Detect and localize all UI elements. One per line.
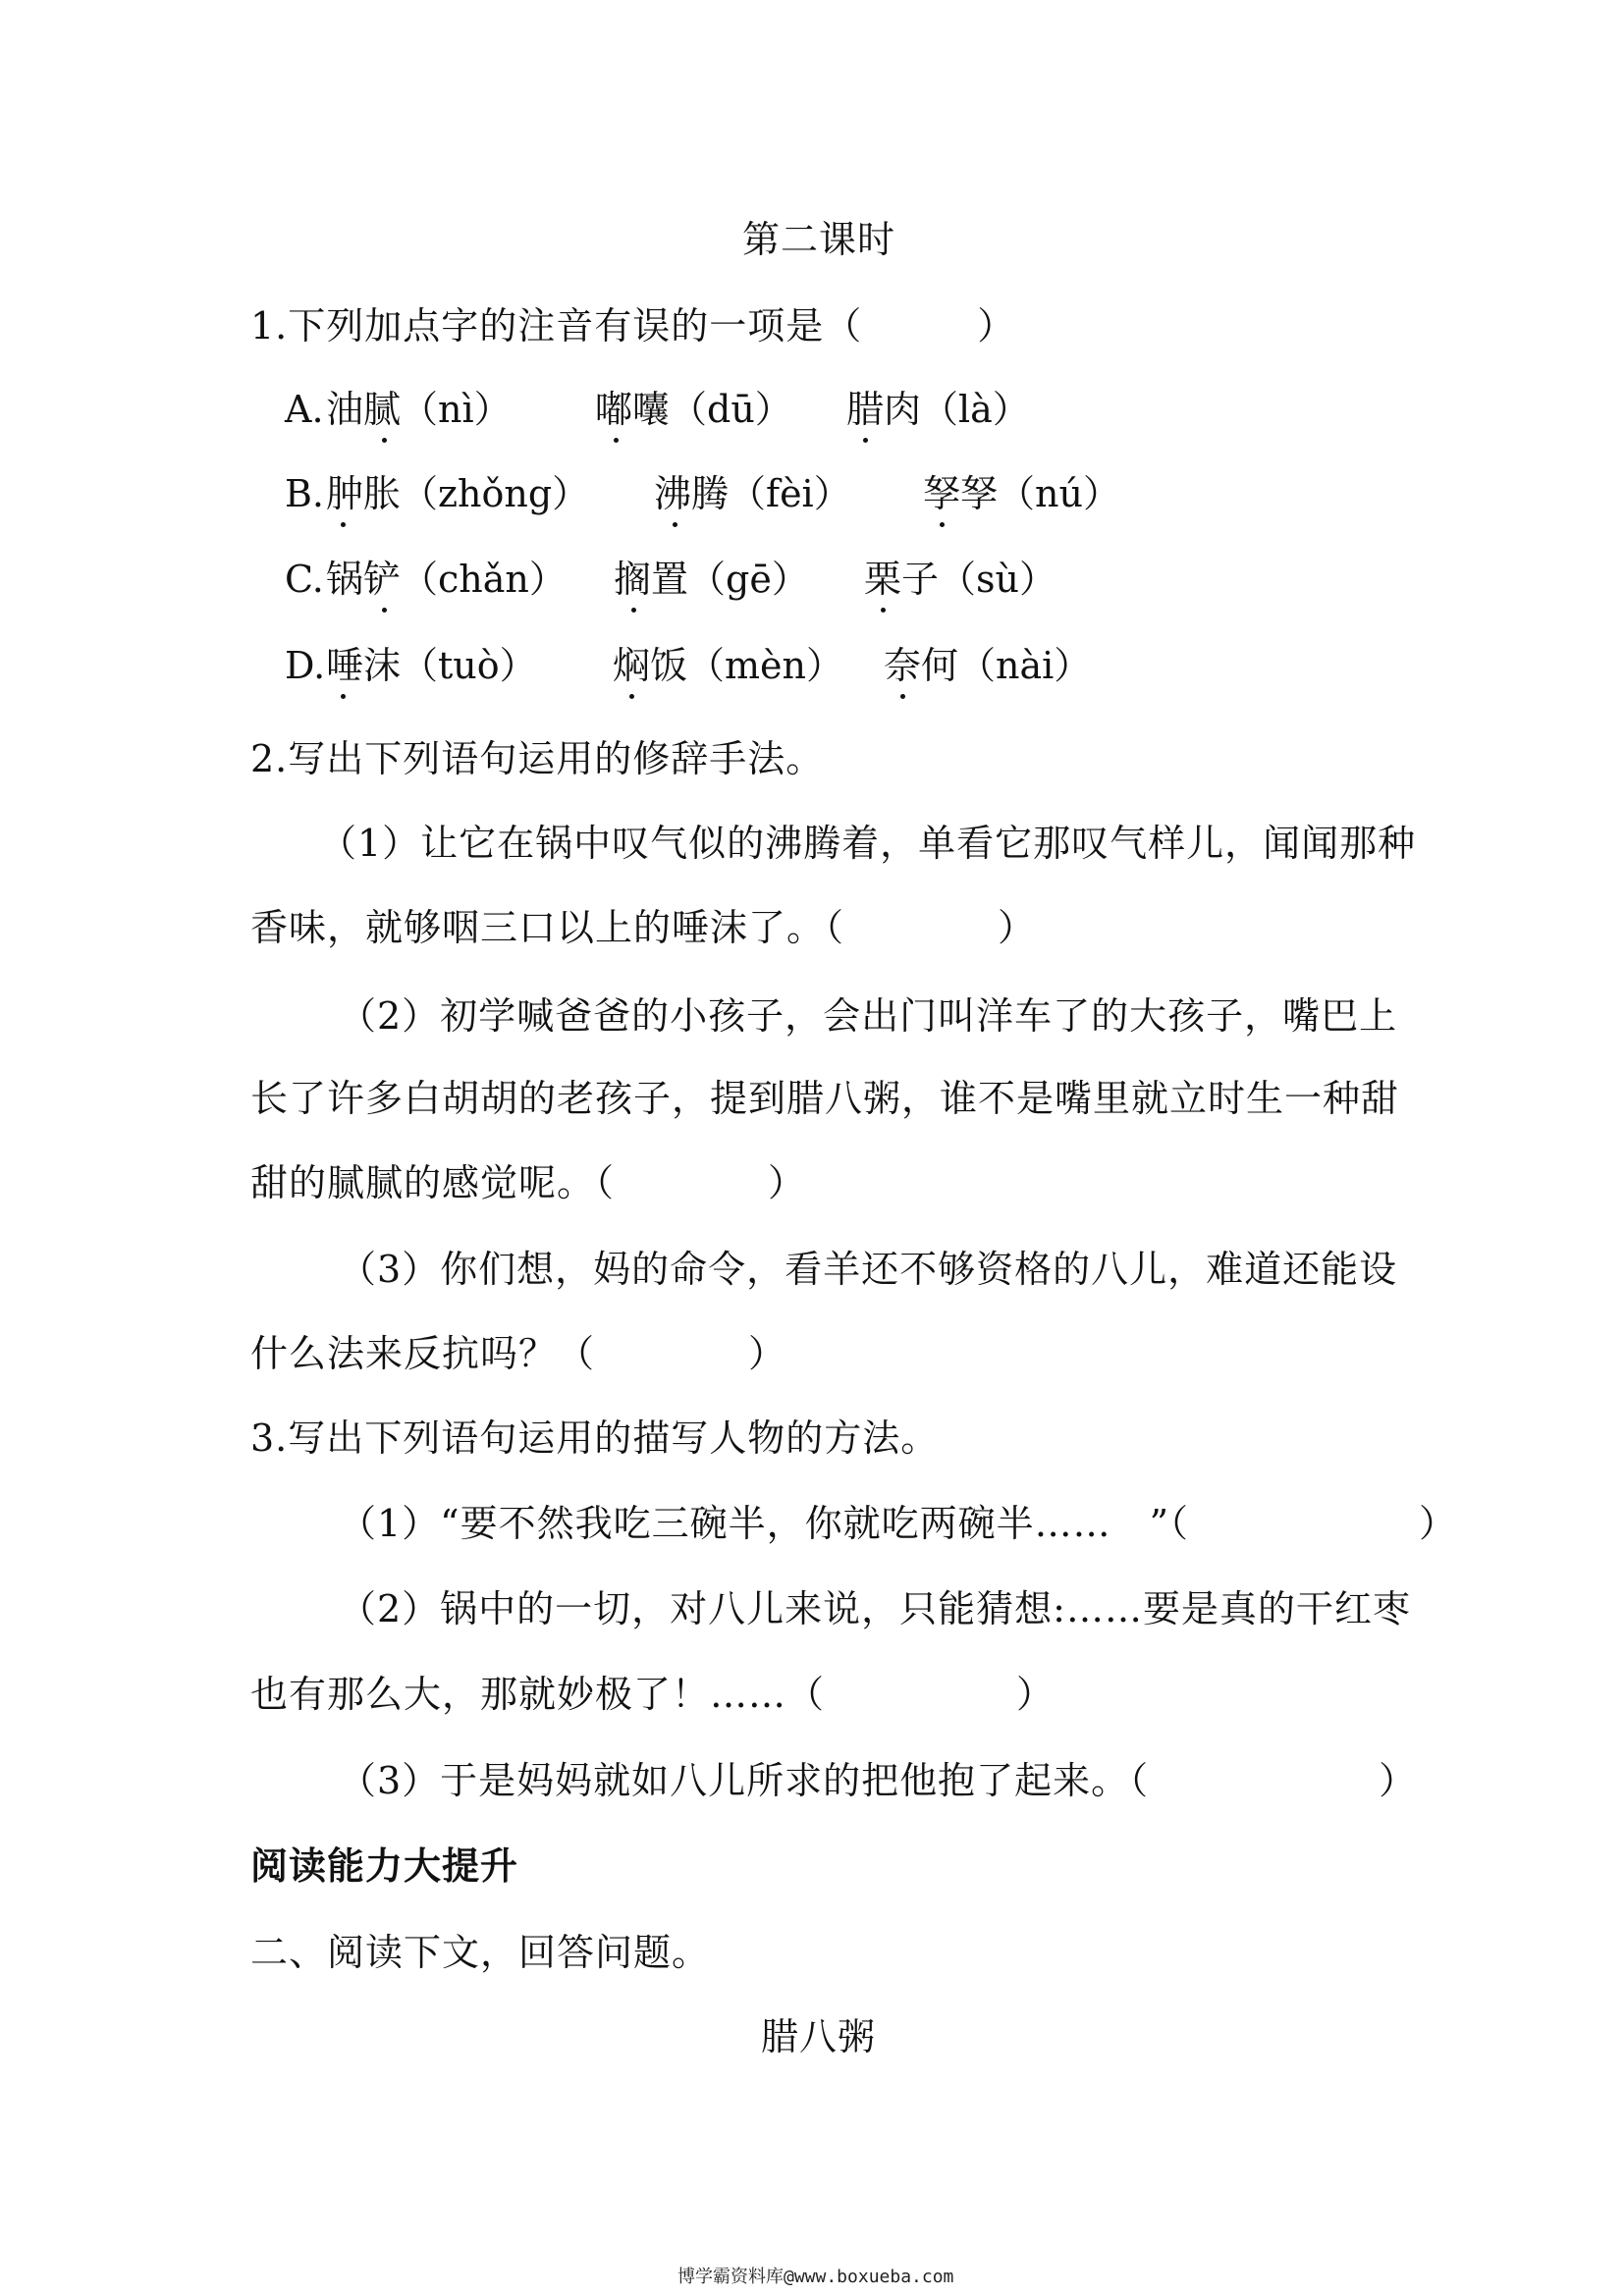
option-c-item-2: 搁置（gē） — [614, 558, 809, 601]
option-a-item-3: 腊肉（là） — [846, 388, 1030, 431]
emphasis-dot — [881, 608, 886, 613]
question-3-sentence-2-line-2: 也有那么大，那就妙极了！……（ ） — [250, 1673, 1056, 1716]
emphasis-dot — [382, 608, 387, 613]
question-2-sentence-3-line-1: （3）你们想，妈的命令，看羊还不够资格的八儿，难道还能设 — [339, 1248, 1398, 1291]
option-b-item-1: 肿胀（zhǒng） — [326, 472, 590, 515]
question-3-stem: 3.写出下列语句运用的描写人物的方法。 — [250, 1416, 940, 1460]
option-b-label: B. — [285, 472, 325, 515]
question-2-sentence-2-line-1: （2）初学喊爸爸的小孩子，会出门叫洋车了的大孩子，嘴巴上 — [339, 994, 1398, 1038]
option-d-label: D. — [285, 644, 326, 687]
question-2-sentence-3-line-2: 什么法来反抗吗？（ ） — [250, 1332, 787, 1375]
question-2-sentence-2-line-2: 长了许多白胡胡的老孩子，提到腊八粥，谁不是嘴里就立时生一种甜 — [250, 1077, 1400, 1120]
section-heading: 阅读能力大提升 — [250, 1844, 519, 1888]
question-3-sentence-2-line-1: （2）锅中的一切，对八儿来说，只能猜想:……要是真的干红枣 — [339, 1587, 1411, 1630]
question-2-stem: 2.写出下列语句运用的修辞手法。 — [250, 737, 825, 780]
page-title: 第二课时 — [742, 218, 896, 261]
reading-title: 腊八粥 — [761, 2015, 877, 2058]
option-b-item-2: 沸腾（fèi） — [654, 472, 851, 515]
emphasis-dot — [629, 694, 634, 699]
option-c-label: C. — [285, 558, 324, 601]
option-c-item-3: 栗子（sù） — [864, 558, 1056, 601]
footer-watermark: 博学霸资料库@www.boxueba.com — [677, 2267, 954, 2287]
option-d-item-3: 奈何（nài） — [884, 644, 1092, 687]
question-1-stem: 1.下列加点字的注音有误的一项是（ ） — [250, 304, 1016, 347]
question-2-sentence-1-line-1: （1）让它在锅中叹气似的沸腾着，单看它那叹气样儿，闻闻那种 — [319, 822, 1417, 865]
question-2-sentence-1-line-2: 香味，就够咽三口以上的唾沫了。（ ） — [250, 906, 1037, 949]
option-a-label: A. — [285, 388, 324, 431]
emphasis-dot — [863, 438, 868, 443]
emphasis-dot — [382, 438, 387, 443]
option-b-item-3: 孥孥（nú） — [923, 472, 1120, 515]
part-2-instruction: 二、阅读下文，回答问题。 — [250, 1931, 711, 1974]
option-c-item-1: 锅铲（chǎn） — [326, 558, 567, 601]
emphasis-dot — [341, 694, 346, 699]
emphasis-dot — [631, 608, 636, 613]
option-a-item-2: 嘟囔（dū） — [595, 388, 792, 431]
question-2-sentence-2-line-3: 甜的腻腻的感觉呢。（ ） — [250, 1161, 807, 1204]
option-d-item-2: 焖饭（mèn） — [613, 644, 843, 687]
emphasis-dot — [614, 438, 619, 443]
emphasis-dot — [940, 522, 945, 527]
emphasis-dot — [673, 522, 677, 527]
question-3-sentence-1: （1）“要不然我吃三碗半，你就吃两碗半…… ”（ ） — [339, 1502, 1458, 1545]
emphasis-dot — [900, 694, 905, 699]
question-3-sentence-3: （3）于是妈妈就如八儿所求的把他抱了起来。（ ） — [339, 1759, 1418, 1802]
option-d-item-1: 唾沫（tuò） — [326, 644, 537, 687]
option-a-item-1: 油腻（nì） — [326, 388, 512, 431]
emphasis-dot — [341, 522, 346, 527]
